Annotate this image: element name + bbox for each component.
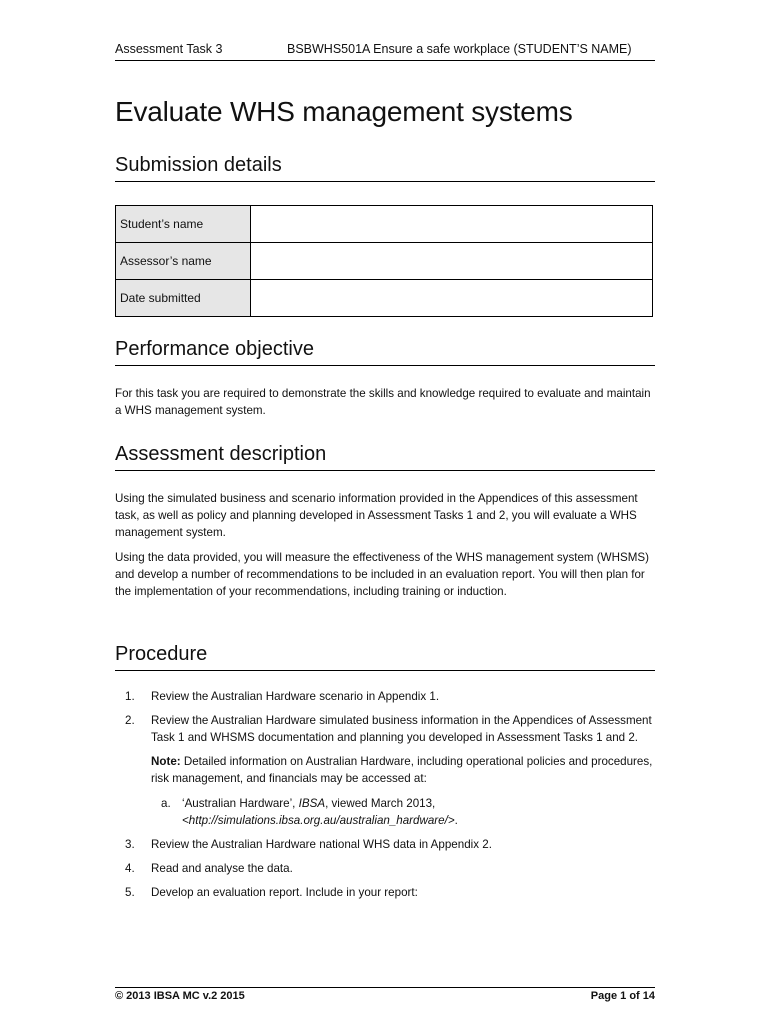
list-text: Review the Australian Hardware simulated business information in the Appendices of Assessment Task 1 and WHSMS documentation and planning you developed in Assessment Tasks 1 and 2. — [151, 714, 652, 744]
note-text: Detailed information on Australian Hardware, including operational policies and procedures, risk management, and financials may be accessed at: — [151, 755, 653, 785]
page-title: Evaluate WHS management systems — [115, 96, 573, 127]
header-unit: BSBWHS501A Ensure a safe workplace (STUDENT’S NAME) — [287, 42, 632, 56]
submission-table — [115, 205, 653, 317]
table-row — [116, 243, 653, 280]
sub-italic: IBSA — [298, 797, 326, 810]
page-footer — [115, 987, 655, 1002]
sub-list-item — [151, 795, 655, 829]
assessor-name-field[interactable] — [251, 243, 653, 280]
procedure-list — [115, 688, 655, 908]
list-text: Read and analyse the data. — [151, 862, 293, 875]
assessment-para-1: Using the simulated business and scenario information provided in the Appendices of this assessment task, as well as policy and planning developed in Assessment Tasks 1 and 2, you will evaluate a WHS management system. — [115, 492, 638, 539]
list-text: Review the Australian Hardware scenario in Appendix 1. — [151, 690, 440, 703]
list-item — [115, 688, 655, 705]
assessment-heading: Assessment description — [115, 443, 655, 471]
procedure-heading: Procedure — [115, 643, 655, 671]
table-row — [116, 206, 653, 243]
list-text: Review the Australian Hardware national WHS data in Appendix 2. — [151, 838, 492, 851]
note-label: Note: — [151, 755, 181, 768]
assessor-name-label: Assessor’s name — [116, 243, 251, 280]
performance-heading: Performance objective — [115, 338, 655, 366]
student-name-field[interactable] — [251, 206, 653, 243]
footer-copyright: © 2013 IBSA MC v.2 2015 — [115, 990, 245, 1002]
page-header — [115, 40, 655, 61]
list-item — [115, 712, 655, 829]
list-number: 1. — [125, 690, 135, 703]
list-item — [115, 860, 655, 877]
list-number: 2. — [125, 714, 135, 727]
date-submitted-label: Date submitted — [116, 280, 251, 317]
header-task: Assessment Task 3 — [115, 42, 223, 56]
list-text: Develop an evaluation report. Include in your report: — [151, 886, 418, 899]
performance-text: For this task you are required to demonstrate the skills and knowledge required to evaluate and maintain a WHS management system. — [115, 387, 651, 417]
submission-heading: Submission details — [115, 154, 655, 182]
sub-prefix: ‘Australian Hardware’, — [182, 797, 299, 810]
note — [151, 753, 655, 787]
sub-end: . — [454, 814, 458, 827]
table-row — [116, 280, 653, 317]
list-item — [115, 884, 655, 901]
footer-page-number: Page 1 of 14 — [590, 990, 655, 1002]
sub-mid: , viewed March 2013, — [325, 797, 436, 810]
sub-list-number: a. — [161, 797, 171, 810]
list-number: 5. — [125, 886, 135, 899]
assessment-para-2: Using the data provided, you will measure the effectiveness of the WHS management system (WHSMS) and develop a number of recommendations to be included in an evaluation report. You will then plan for the implementation of your recommendations, including training or induction. — [115, 551, 649, 598]
list-number: 3. — [125, 838, 135, 851]
list-number: 4. — [125, 862, 135, 875]
list-item — [115, 836, 655, 853]
date-submitted-field[interactable] — [251, 280, 653, 317]
student-name-label: Student’s name — [116, 206, 251, 243]
reference-link[interactable]: <http://simulations.ibsa.org.au/australian_hardware/> — [182, 814, 455, 827]
